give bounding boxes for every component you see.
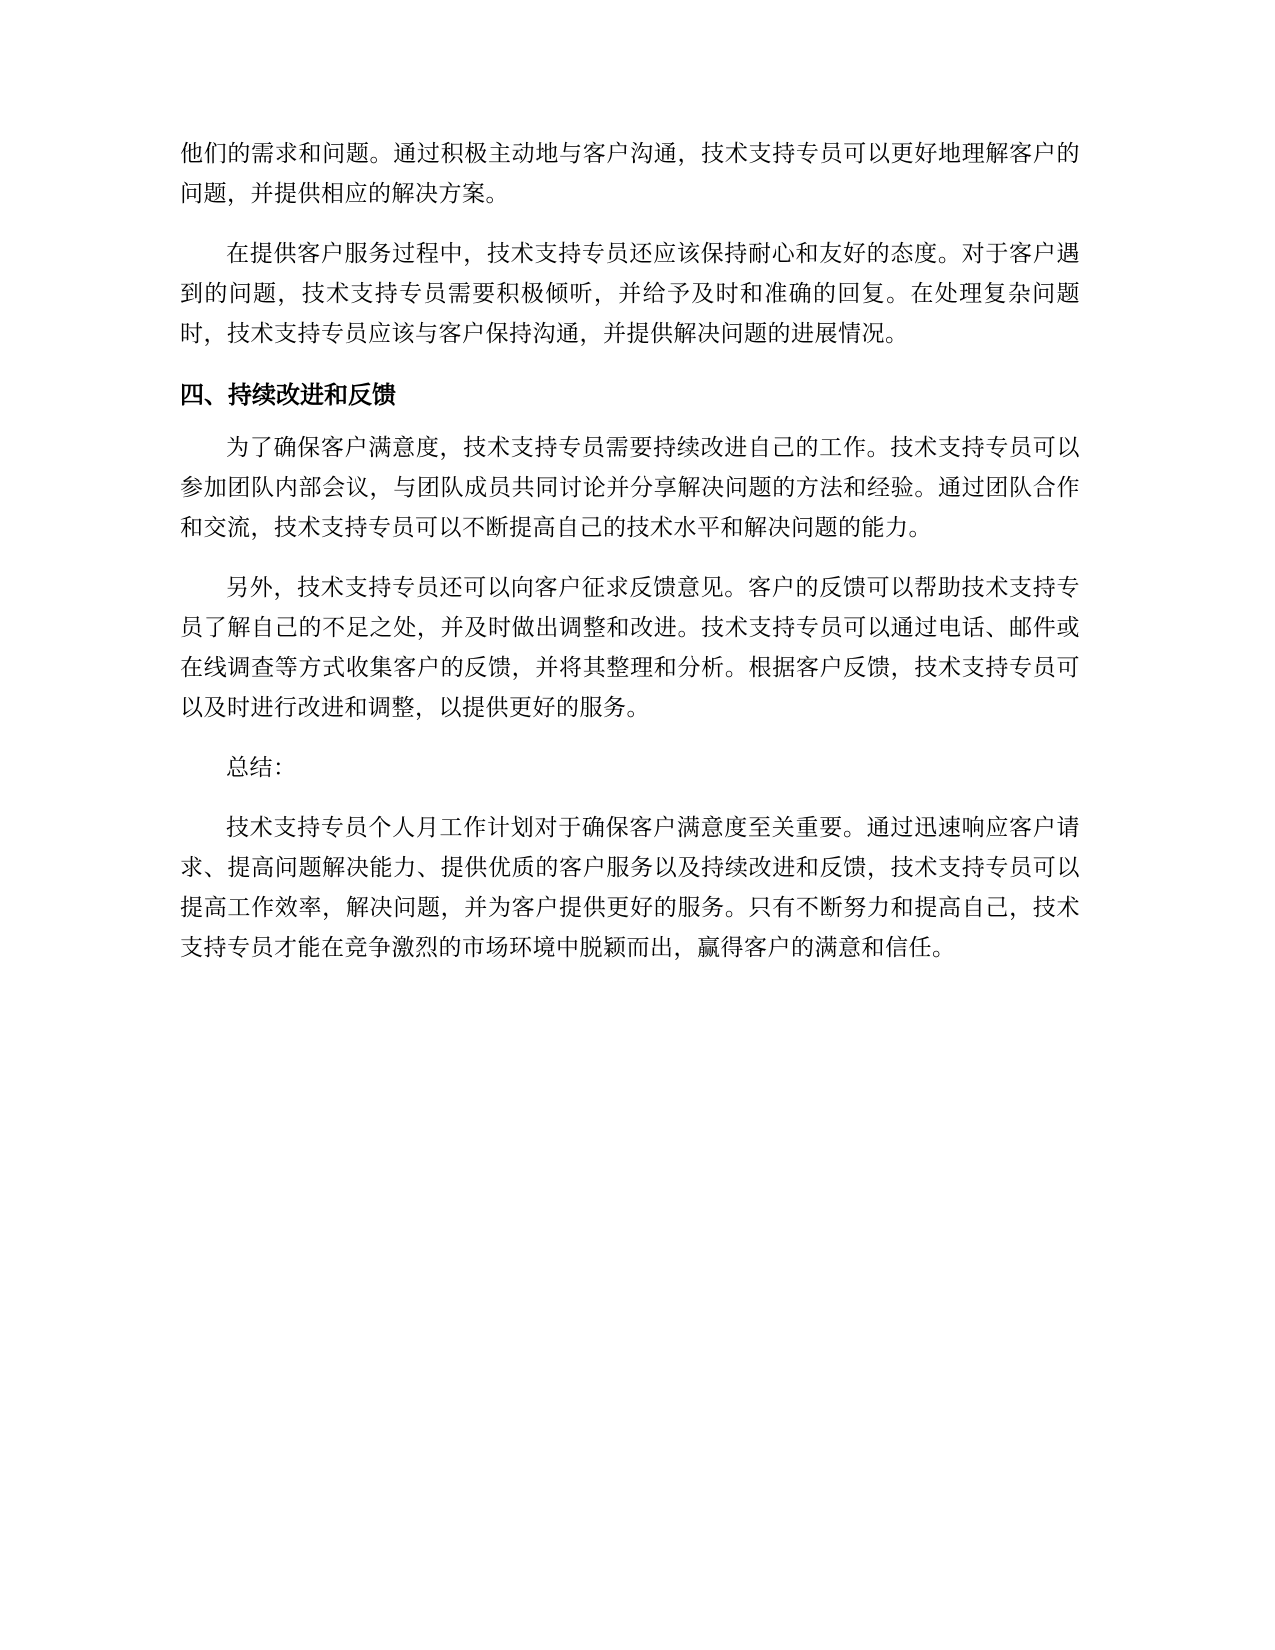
paragraph-customer-service: 在提供客户服务过程中，技术支持专员还应该保持耐心和友好的态度。对于客户遇到的问题，技术支持专员需要积极倾听，并给予及时和准确的回复。在处理复杂问题时，技术支持专员应该与客户保持沟通，并提供解决问题的进展情况。 xyxy=(180,241,1080,347)
summary-label: 总结： xyxy=(226,755,297,781)
paragraph-improvement: 为了确保客户满意度，技术支持专员需要持续改进自己的工作。技术支持专员可以参加团队内部会议，与团队成员共同讨论并分享解决问题的方法和经验。通过团队合作和交流，技术支持专员可以不断提高自己的技术水平和解决问题的能力。 xyxy=(180,435,1080,541)
summary-paragraph: 技术支持专员个人月工作计划对于确保客户满意度至关重要。通过迅速响应客户请求、提高问题解决能力、提供优质的客户服务以及持续改进和反馈，技术支持专员可以提高工作效率，解决问题，并为客户提供更好的服务。只有不断努力和提高自己，技术支持专员才能在竞争激烈的市场环境中脱颖而出，赢得客户的满意和信任。 xyxy=(180,815,1080,961)
paragraph-feedback: 另外，技术支持专员还可以向客户征求反馈意见。客户的反馈可以帮助技术支持专员了解自己的不足之处，并及时做出调整和改进。技术支持专员可以通过电话、邮件或在线调查等方式收集客户的反馈，并将其整理和分析。根据客户反馈，技术支持专员可以及时进行改进和调整，以提供更好的服务。 xyxy=(180,575,1080,721)
section-heading: 四、持续改进和反馈 xyxy=(180,381,396,409)
paragraph-continued: 他们的需求和问题。通过积极主动地与客户沟通，技术支持专员可以更好地理解客户的问题，并提供相应的解决方案。 xyxy=(180,141,1080,207)
document-page xyxy=(180,134,1080,988)
